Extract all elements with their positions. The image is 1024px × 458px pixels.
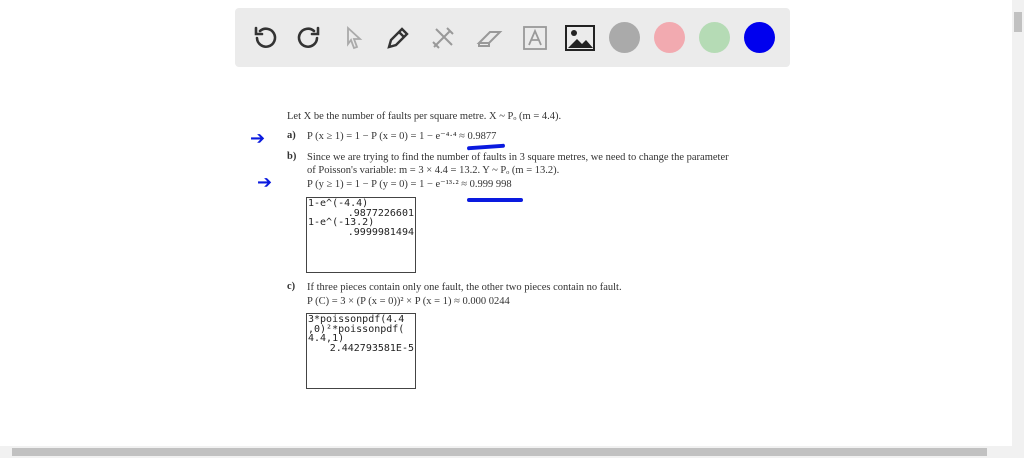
text-icon[interactable] — [519, 22, 551, 54]
drawing-toolbar — [235, 8, 790, 67]
intro-text: Let X be the number of faults per square metre. X ~ Pₒ (m = 4.4). — [287, 111, 562, 122]
calculator-screen-2 — [306, 313, 416, 389]
calc-line: 4.4,1) — [308, 333, 345, 344]
vertical-scrollbar[interactable] — [1012, 0, 1024, 446]
image-icon[interactable] — [564, 22, 596, 54]
redo-icon[interactable] — [293, 22, 325, 54]
part-b-line3: P (y ≥ 1) = 1 − P (y = 0) = 1 − e⁻¹³·² ≈ 0.999 998 — [307, 179, 512, 190]
part-c-line1: If three pieces contain only one fault, the other two pieces contain no fault. — [307, 282, 622, 293]
part-c-label: c) — [287, 281, 296, 292]
calc-result: .9999981494 — [347, 226, 414, 238]
part-a-text: P (x ≥ 1) = 1 − P (x = 0) = 1 − e⁻⁴·⁴ ≈ 0.9877 — [307, 131, 497, 142]
calc-line: ,0)²*poissonpdf( — [308, 323, 405, 335]
calc-line: 1-e^(-13.2) — [308, 217, 375, 228]
part-c-line2: P (C) = 3 × (P (x = 0))² × P (x = 1) ≈ 0.000 0244 — [307, 296, 510, 307]
horizontal-scroll-thumb[interactable] — [12, 448, 987, 456]
undo-icon[interactable] — [249, 22, 281, 54]
annotation-arrow-icon: ➔ — [257, 172, 273, 193]
part-b-line1: Since we are trying to find the number of faults in 3 square metres, we need to change the parameter — [307, 152, 729, 163]
horizontal-scrollbar[interactable] — [0, 446, 1024, 458]
pen-icon[interactable] — [382, 22, 414, 54]
calc-result: .9877226601 — [347, 207, 414, 219]
calc-line: 1-e^(-4.4) — [308, 198, 369, 209]
color-blue-swatch[interactable] — [744, 22, 775, 53]
part-b-label: b) — [287, 151, 297, 162]
pointer-icon[interactable] — [338, 22, 370, 54]
annotation-underline — [467, 144, 505, 151]
tools-icon[interactable] — [427, 22, 459, 54]
annotation-underline — [467, 198, 523, 202]
eraser-icon[interactable] — [474, 22, 506, 54]
part-a-label: a) — [287, 130, 296, 141]
calc-result: 2.442793581E-5 — [329, 342, 414, 354]
annotation-arrow-icon: ➔ — [250, 128, 266, 149]
color-gray-swatch[interactable] — [609, 22, 640, 53]
calc-line: 3*poissonpdf(4.4 — [308, 314, 405, 325]
color-pink-swatch[interactable] — [654, 22, 685, 53]
vertical-scroll-thumb[interactable] — [1014, 12, 1022, 32]
part-b-line2: of Poisson's variable: m = 3 × 4.4 = 13.2. Y ~ Pₒ (m = 13.2). — [307, 165, 560, 176]
calculator-screen-1 — [306, 197, 416, 273]
color-green-swatch[interactable] — [699, 22, 730, 53]
